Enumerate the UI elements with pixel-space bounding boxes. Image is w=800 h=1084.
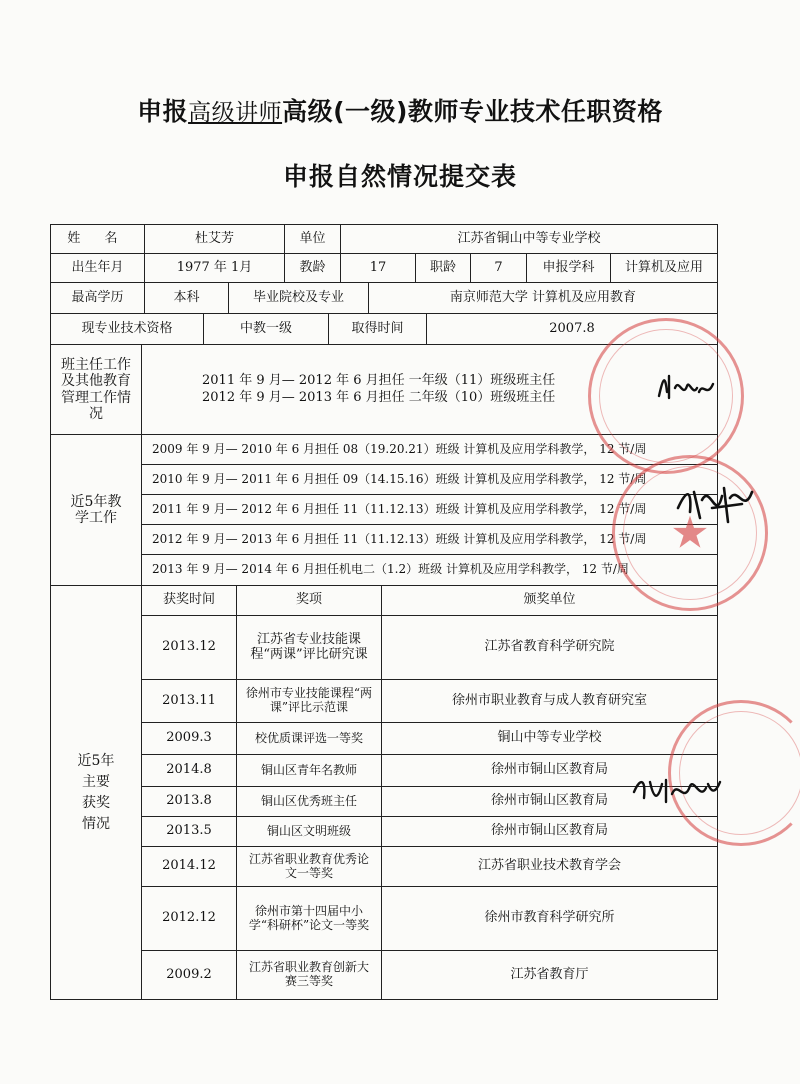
award-time: 2009.2	[141, 950, 237, 1000]
unit-label: 单位	[284, 224, 341, 254]
award-issuer: 徐州市职业教育与成人教育研究室	[381, 679, 718, 723]
current-title-value: 中教一级	[203, 313, 329, 345]
teach-age-value: 17	[340, 253, 416, 283]
edu-label: 最高学历	[50, 282, 145, 314]
teaching-row: 2013 年 9 月— 2014 年 6 月担任机电二（1.2）班级 计算机及应用学科教学， 12 节/周	[141, 554, 718, 586]
handwritten-signature	[630, 770, 722, 810]
management-label: 班主任工作及其他教育管理工作情况	[50, 344, 142, 435]
name-value: 杜艾芳	[144, 224, 285, 254]
award-item: 江苏省专业技能课程“两课”评比研究课	[236, 615, 382, 680]
award-time: 2012.12	[141, 886, 237, 951]
awards-label: 近5年主要获奖情况	[50, 585, 142, 1000]
obtain-label: 取得时间	[328, 313, 427, 345]
award-item: 铜山区青年名教师	[236, 754, 382, 787]
handwritten-signature	[655, 368, 717, 404]
award-issuer: 江苏省职业技术教育学会	[381, 846, 718, 887]
award-time: 2013.5	[141, 816, 237, 847]
teaching-row: 2012 年 9 月— 2013 年 6 月担任 11（11.12.13）班级 计算机及应用学科教学， 12 节/周	[141, 524, 718, 555]
award-item: 徐州市第十四届中小学“科研杯”论文一等奖	[236, 886, 382, 951]
award-issuer: 江苏省教育厅	[381, 950, 718, 1000]
birth-label: 出生年月	[50, 253, 145, 283]
subject-value: 计算机及应用	[610, 253, 718, 283]
title-underlined: 高级讲师	[188, 100, 283, 126]
seal-star-icon: ★	[670, 507, 710, 559]
award-issuer: 江苏省教育科学研究院	[381, 615, 718, 680]
award-time: 2014.8	[141, 754, 237, 787]
award-time: 2013.11	[141, 679, 237, 723]
award-time: 2013.8	[141, 786, 237, 817]
award-time: 2013.12	[141, 615, 237, 680]
obtain-value: 2007.8	[426, 313, 718, 345]
teaching-row: 2010 年 9 月— 2011 年 6 月担任 09（14.15.16）班级 计算机及应用学科教学， 12 节/周	[141, 464, 718, 495]
award-item: 江苏省职业教育创新大赛三等奖	[236, 950, 382, 1000]
award-time: 2009.3	[141, 722, 237, 755]
award-item: 铜山区文明班级	[236, 816, 382, 847]
subject-label: 申报学科	[526, 253, 611, 283]
teaching-row: 2011 年 9 月— 2012 年 6 月担任 11（11.12.13）班级 计算机及应用学科教学， 12 节/周	[141, 494, 718, 525]
management-content	[141, 344, 718, 435]
award-issuer: 徐州市教育科学研究所	[381, 886, 718, 951]
award-issuer: 徐州市铜山区教育局	[381, 786, 718, 817]
awards-header-item: 奖项	[236, 585, 382, 616]
current-title-label: 现专业技术资格	[50, 313, 204, 345]
school-label: 毕业院校及专业	[228, 282, 369, 314]
teach-age-label: 教龄	[284, 253, 341, 283]
handwritten-signature	[672, 478, 758, 530]
award-item: 校优质课评选一等奖	[236, 722, 382, 755]
school-value: 南京师范大学 计算机及应用教育	[368, 282, 718, 314]
name-label: 姓 名	[50, 224, 145, 254]
unit-value: 江苏省铜山中等专业学校	[340, 224, 718, 254]
award-item: 铜山区优秀班主任	[236, 786, 382, 817]
title-age-value: 7	[470, 253, 527, 283]
edu-value: 本科	[144, 282, 229, 314]
birth-value: 1977 年 1月	[144, 253, 285, 283]
award-issuer: 铜山中等专业学校	[381, 722, 718, 755]
award-item: 江苏省职业教育优秀论文一等奖	[236, 846, 382, 887]
awards-header-issuer: 颁奖单位	[381, 585, 718, 616]
teaching-row: 2009 年 9 月— 2010 年 6 月担任 08（19.20.21）班级 计算机及应用学科教学， 12 节/周	[141, 434, 718, 465]
title-age-label: 职龄	[415, 253, 471, 283]
form-subtitle: 申报自然情况提交表	[282, 162, 517, 191]
management-line: 2012 年 9 月— 2013 年 6 月担任 二年级（10）班级班主任	[202, 389, 556, 405]
teaching-label: 近5年教学工作	[50, 434, 142, 586]
form-title: 申报高级讲师高级(一级)教师专业技术任职资格	[137, 97, 663, 126]
award-issuer: 徐州市铜山区教育局	[381, 816, 718, 847]
award-issuer: 徐州市铜山区教育局	[381, 754, 718, 787]
award-item: 徐州市专业技能课程“两课”评比示范课	[236, 679, 382, 723]
awards-header-time: 获奖时间	[141, 585, 237, 616]
management-line: 2011 年 9 月— 2012 年 6 月担任 一年级（11）班级班主任	[202, 372, 556, 388]
award-time: 2014.12	[141, 846, 237, 887]
